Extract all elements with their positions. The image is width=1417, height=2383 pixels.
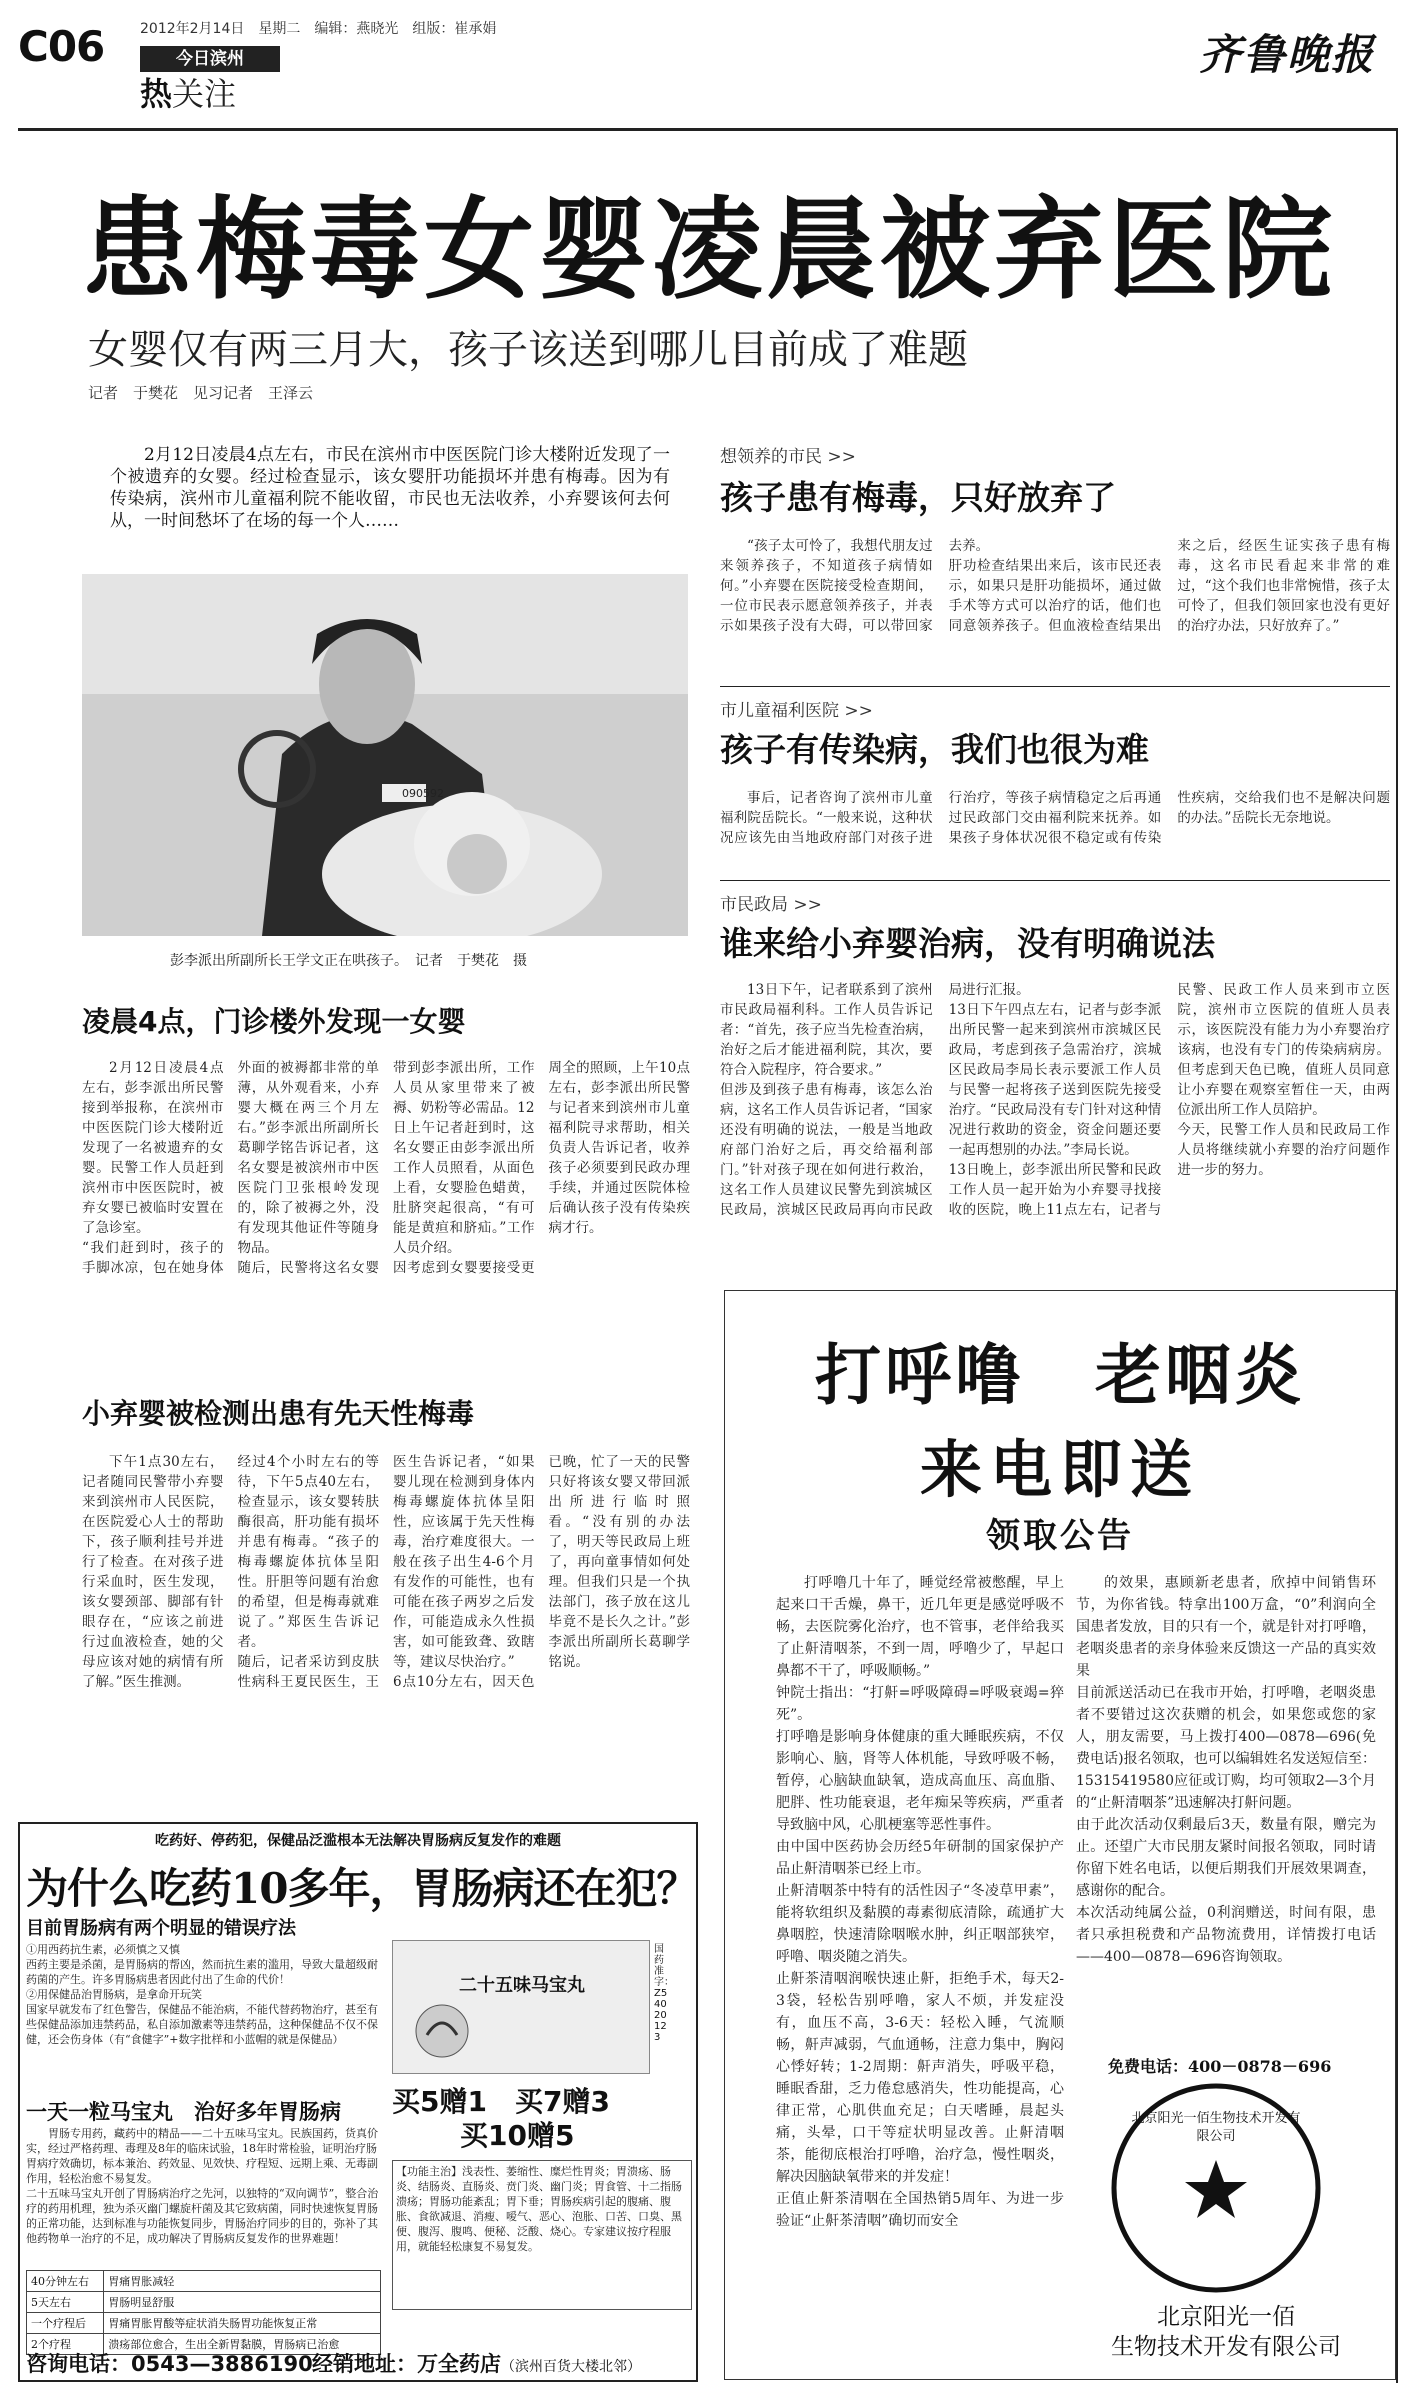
medicine-box-title: 二十五味马宝丸 [459, 1975, 585, 1996]
right-border [1396, 130, 1398, 2383]
ad-left-func: 【功能主治】浅表性、萎缩性、糜烂性胃炎；胃溃疡、肠炎、结肠炎、直肠炎、贲门炎、幽门炎；胃食管、十二指肠溃疡；胃肠功能紊乱；胃下垂；胃肠疾病引起的腹痛、腹胀、食欲减退、消瘦、嗳气、恶心、泡胀、口苦、口臭、黑便、腹泻、腹鸣、便秘、泛酸、烧心。专家建议按疗程服用，就能轻松康复不易复发。 [392, 2160, 692, 2310]
ad-left-address-main: 经销地址：万全药店 [312, 2352, 501, 2376]
news-photo [82, 574, 688, 936]
sec3-heading: 孩子患有梅毒，只好放弃了 [720, 478, 1116, 517]
sec5-heading: 谁来给小弃婴治病，没有明确说法 [720, 924, 1215, 963]
treatment-effect: 胃肠明显舒服 [104, 2292, 381, 2313]
section-hot-char: 热 [140, 75, 173, 113]
sec2-text: 下午1点30左右，记者随同民警带小弃婴来到滨州市人民医院，在医院爱心人士的帮助下，孩子顺利挂号并进行了检查。在对孩子进行采血时，医生发现，该女婴颈部、脚部有针眼存在，“应该之前进行过血液检查，她的父母应该对她的病情有所了解。”医生推测。 经过4个小时左右的等待，下午5点40左右，检查显示，该女婴转肤酶很高，肝功能有损坏并患有梅毒。“孩子的梅毒螺旋体抗体呈阳性。肝胆等问题有治愈的希望，但是梅毒就难说了。”郑医生告诉记者。 随后，记者采访到皮肤性病科王夏民医生，王医生告诉记者，“如果婴儿现在检测到身体内梅毒螺旋体抗体呈阳性，应该属于先天性梅毒，治疗难度很大。一般在孩子出生4-6个月有发作的可能性，也有可能在孩子两岁之后发作，可能造成永久性损害，如可能致聋、致瞎等，建议尽快治疗。” 6点10分左右，因天色已晚，忙了一天的民警只好将该女婴又带回派出所进行临时照看。“没有别的办法了，明天等民政局上班了，再向童事情如何处理。但我们只是一个执法部门，孩子放在这儿毕竟不是长久之计。”彭李派出所副所长葛聊学铭说。 [82, 1454, 690, 1690]
sec5-label: 市民政局 >> [720, 895, 822, 915]
ad-right-col1: 打呼噜几十年了，睡觉经常被憋醒，早上起来口干舌燥，鼻干，近几年更是感觉呼吸不畅，去医院雾化治疗，也不管事，老伴给我买了止鼾清咽茶，不到一周，呼噜少了，早起口鼻都不干了，呼吸顺畅。” 钟院士指出：“打鼾=呼吸障碍=呼吸衰竭=猝死”。 打呼噜是影响身体健康的重大睡眠疾病，不仅影响心、脑，肾等人体机能，导致呼吸不畅，暂停，心脑缺血缺氧，造成高血压、高血脂、肥胖、性功能衰退，老年痴呆等疾病，严重者导致脑中风，心肌梗塞等恶性事件。 由中国中医药协会历经5年研制的国家保护产品止鼾清咽茶已经上市。 止鼾清咽茶中特有的活性因子“冬凌草甲素”，能将软组织及黏膜的毒素彻底清除，疏通扩大鼻咽腔，快速清除咽喉水肿，纠正咽部狭窄，呼噜、咽炎随之消失。 止鼾茶清咽润喉快速止鼾，拒绝手术，每天2-3袋，轻松告别呼噜，家人不烦，并发症没有，血压不高，3-6天：轻松入睡，气流顺畅，鼾声减弱，气血通畅，注意力集中，胸闷心悸好转；1-2周期：鼾声消失，呼吸平稳，睡眠香甜，乏力倦怠感消失，性功能提高，心律正常，心肌供血充足；白天嗜睡，晨起头痛，头晕，口干等症状明显改善。止鼾清咽茶，能彻底根治打呼噜，治疗急，慢性咽炎，解决因脑缺氧带来的并发症！ 正值止鼾茶清咽在全国热销5周年、为进一步验证“止鼾茶清咽”确切而安全 [776, 1575, 1064, 2229]
page-number: C06 [18, 22, 105, 71]
promo-line1: 买5赠1 买7赠3 [392, 2085, 610, 2118]
ad-right-free-phone: 免费电话：400－0878－696 [1108, 2057, 1332, 2076]
ad-left-headline: 为什么吃药10多年，胃肠病还在犯？ [26, 1864, 698, 1913]
sec4-rule [720, 880, 1390, 881]
byline: 记者 于樊花 见习记者 王泽云 [88, 384, 314, 402]
treatment-table [26, 2270, 381, 2355]
company-seal [1108, 2080, 1324, 2296]
paper-name-logo: 齐鲁晚报 [1198, 30, 1375, 79]
sec1-heading: 凌晨4点，门诊楼外发现一女婴 [82, 1005, 466, 1038]
medicine-box-emblem [407, 2001, 477, 2061]
sec4-text: 事后，记者咨询了滨州市儿童福利院岳院长。“一般来说，这种状况应该先由当地政府部门对孩子进行治疗，等孩子病情稳定之后再通过民政部门交由福利院来抚养。如果孩子身体状况很不稳定或有传染性疾病，交给我们也不是解决问题的办法。”岳院长无奈地说。 [720, 790, 1390, 846]
approval-number: 国药准字：Z54020123 [654, 1944, 674, 2043]
ad-left-address-note: （滨州百货大楼北邻） [501, 2359, 641, 2375]
photo-caption: 彭李派出所副所长王学文正在哄孩子。 记者 于樊花 摄 [170, 953, 527, 969]
sec1-text: 2月12日凌晨4点左右，彭李派出所民警接到举报称，在滨州市中医医院门诊大楼附近发现了一名被遗弃的女婴。民警工作人员赶到滨州市中医医院时，被弃女婴已被临时安置在了急诊室。 “我们赶到时，孩子的手脚冰凉，包在她身体外面的被褥都非常的单薄，从外观看来，小弃婴大概在两三个月左右。”彭李派出所副所长葛聊学铭告诉记者，这名女婴是被滨州市中医医院门卫张根岭发现的，除了被褥之外，没有发现其他证件等随身物品。 随后，民警将这名女婴带到彭李派出所，工作人员从家里带来了被褥、奶粉等必需品。12日上午记者赶到时，这名女婴正由彭李派出所工作人员照看，从面色上看，女婴脸色蜡黄，肚脐突起很高，“有可能是黄疸和脐疝。”工作人员介绍。 因考虑到女婴要接受更周全的照顾，上午10点左右，彭李派出所民警与记者来到滨州市儿童福利院寻求帮助，相关负责人告诉记者，收养孩子必须要到民政办理手续，并通过医院体检后确认孩子没有传染疾病才行。 [82, 1060, 690, 1276]
treatment-period: 40分钟左右 [27, 2271, 104, 2292]
sec5-text: 13日下午，记者联系到了滨州市民政局福利科。工作人员告诉记者：“首先，孩子应当先检查治病，治好之后才能进福利院，其次，要符合入院程序，符合要求。” 但涉及到孩子患有梅毒，该怎么治病，这名工作人员告诉记者，“国家还没有明确的说法，一般是当地政府部门治好之后，再交给福利部门。”针对孩子现在如何进行救治，这名工作人员建议民警先到滨城区民政局，滨城区民政局再向市民政局进行汇报。 13日下午四点左右，记者与彭李派出所民警一起来到滨州市滨城区民政局，考虑到孩子急需治疗，滨城区民政局李局长表示要派工作人员与民警一起将孩子送到医院先接受治疗。“民政局没有专门针对这种情况进行救助的资金，资金问题还要一起再想别的办法。”李局长说。 13日晚上，彭李派出所民警和民政工作人员一起开始为小弃婴寻找接收的医院，晚上11点左右，记者与民警、民政工作人员来到市立医院，滨州市立医院的值班人员表示，该医院没有能力为小弃婴治疗该病，也没有专门的传染病病房。但考虑到天色已晚，值班人员同意让小弃婴在观察室暂住一天，由两位派出所工作人员陪护。 今天，民警工作人员和民政局工作人员将继续就小弃婴的治疗问题作进一步的努力。 [720, 982, 1390, 1218]
photo-illustration [82, 574, 688, 936]
article-subheadline: 女婴仅有两三月大，孩子该送到哪儿目前成了难题 [88, 327, 968, 373]
sec2-heading: 小弃婴被检测出患有先天性梅毒 [82, 1397, 475, 1430]
promo-line2: 买10赠5 [460, 2119, 575, 2152]
section-top-badge: 今日滨州 [140, 46, 280, 72]
ad-left-p1: ①用西药抗生素，必须慎之又慎 西药主要是杀菌，是胃肠病的帮凶，然而抗生素的滥用，导致大量超级耐药菌的产生。许多胃肠病患者因此付出了生命的代价！ ②用保健品治胃肠病，是拿命开玩笑 国家早就发布了红色警告，保健品不能治病，不能代替药物治疗，甚至有些保健品添加违禁药品，私自添加激素等违禁药品，这种保健品不仅不保健，还会伤身体（有“食健字”+数字批样和小蓝帽的就是保健品） [26, 1943, 378, 2046]
treatment-effect: 胃痛胃胀胃酸等症状消失肠胃功能恢复正常 [104, 2313, 381, 2334]
sec3-label: 想领养的市民 >> [720, 447, 856, 467]
treatment-period: 2个疗程 [27, 2334, 104, 2355]
masthead-rule [18, 128, 1398, 131]
ad-left-headline2: 一天一粒马宝丸 治好多年胃肠病 [26, 2100, 341, 2124]
ad-left-phone: 咨询电话：0543—3886190 [26, 2352, 313, 2376]
ad-right-headline3: 领取公告 [986, 1516, 1134, 1556]
treatment-effect: 胃痛胃胀减轻 [104, 2271, 381, 2292]
ad-left-sub: 目前胃肠病有两个明显的错误疗法 [26, 1918, 296, 1939]
treatment-period: 5天左右 [27, 2292, 104, 2313]
medicine-box [392, 1940, 650, 2074]
treatment-row [27, 2313, 381, 2334]
ad-right-col2: 的效果，惠顾新老患者，欣掉中间销售环节，为你省钱。特拿出100万盒，“0”利润向全国患者发放，目的只有一个，就是针对打呼噜，老咽炎患者的亲身体验来反馈这一产品的真实效果 目前派送活动已在我市开始，打呼噜，老咽炎患者不要错过这次获赠的机会，如果您或您的家人，朋友需要，马上拨打400—0878—696(免费电话)报名领取，也可以编辑姓名发送短信至：15315419580应征或订购，均可领取2—3个月的“止鼾清咽茶”迅速解决打鼾问题。 由于此次活动仅剩最后3天，数量有限，赠完为止。还望广大市民朋友紧时间报名领取，同时请你留下姓名电话，以便后期我们开展效果调查，感谢你的配合。 本次活动纯属公益，0利润赠送，时间有限，患者只承担税费和产品物流费用，详情拨打电话——400—0878—696咨询领取。 [1076, 1575, 1376, 1965]
ad-left-address [312, 2348, 641, 2378]
sec3-text: “孩子太可怜了，我想代朋友过来领养孩子，不知道孩子病情如何。”小弃婴在医院接受检查期间，一位市民表示愿意领养孩子，并表示如果孩子没有大碍，可以带回家去养。 肝功检查结果出来后，该市民还表示，如果只是肝功能损坏，通过做手术等方式可以治疗的话，他们也同意领养孩子。但血液检查结果出来之后，经医生证实孩子患有梅毒，这名市民看起来非常的难过，“这个我们也非常惋惜，孩子太可怜了，但我们领回家也没有更好的治疗办法，只好放弃了。” [720, 538, 1390, 634]
seal-text: 北京阳光一佰生物技术开发有限公司 [1131, 2111, 1301, 2144]
photo-badge-number: 090592 [402, 787, 444, 800]
article-lead: 2月12日凌晨4点左右，市民在滨州市中医医院门诊大楼附近发现了一个被遗弃的女婴。经过检查显示，该女婴肝功能损坏并患有梅毒。因为有传染病，滨州市儿童福利院不能收留，市民也无法收养，小弃婴该何去何从，一时间愁坏了在场的每一个人…… [110, 445, 670, 531]
article-headline: 患梅毒女婴凌晨被弃医院 [82, 186, 1336, 314]
treatment-row [27, 2271, 381, 2292]
dateline: 2012年2月14日 星期二 编辑：燕晓光 组版：崔承娟 [140, 21, 497, 37]
ad-right-company: 北京阳光一佰 生物技术开发有限公司 [1111, 2304, 1341, 2360]
section-rest: 关注 [172, 75, 237, 113]
sec4-heading: 孩子有传染病，我们也很为难 [720, 730, 1149, 769]
sec3-rule [720, 686, 1390, 687]
ad-right-headline2: 来电即送 [919, 1433, 1200, 1506]
ad-left-p2: 胃肠专用药，藏药中的精品——二十五味马宝丸。民族国药，货真价实，经过严格药理、毒理及8年的临床试验，18年时常检验，证明治疗肠胃病疗效确切，标本兼治、药效显、见效快、疗程短、远期上乘、无毒副作用，轻松治愈不易复发。 二十五味马宝丸开创了胃肠病治疗之先河，以独特的“双向调节”，整合治疗的药用机理，独为杀灭幽门螺旋杆菌及其它致病菌，同时快速恢复胃肠的正常功能，达到标准与功能恢复同步，胃肠治疗同步的目的，弥补了其他药物单一治疗的不足，成功解决了胃肠病反复发作的世界难题！ [26, 2127, 379, 2245]
ad-right-headline1: 打呼噜 老咽炎 [815, 1337, 1305, 1414]
ad-left-tagline: 吃药好、停药犯，保健品泛滥根本无法解决胃肠病反复发作的难题 [155, 1833, 561, 1849]
treatment-row [27, 2292, 381, 2313]
sec4-label: 市儿童福利医院 >> [720, 701, 873, 721]
treatment-period: 一个疗程后 [27, 2313, 104, 2334]
treatment-effect: 溃疡部位愈合，生出全新胃黏膜，胃肠病已治愈 [104, 2334, 381, 2355]
section-hot-title [140, 76, 236, 112]
